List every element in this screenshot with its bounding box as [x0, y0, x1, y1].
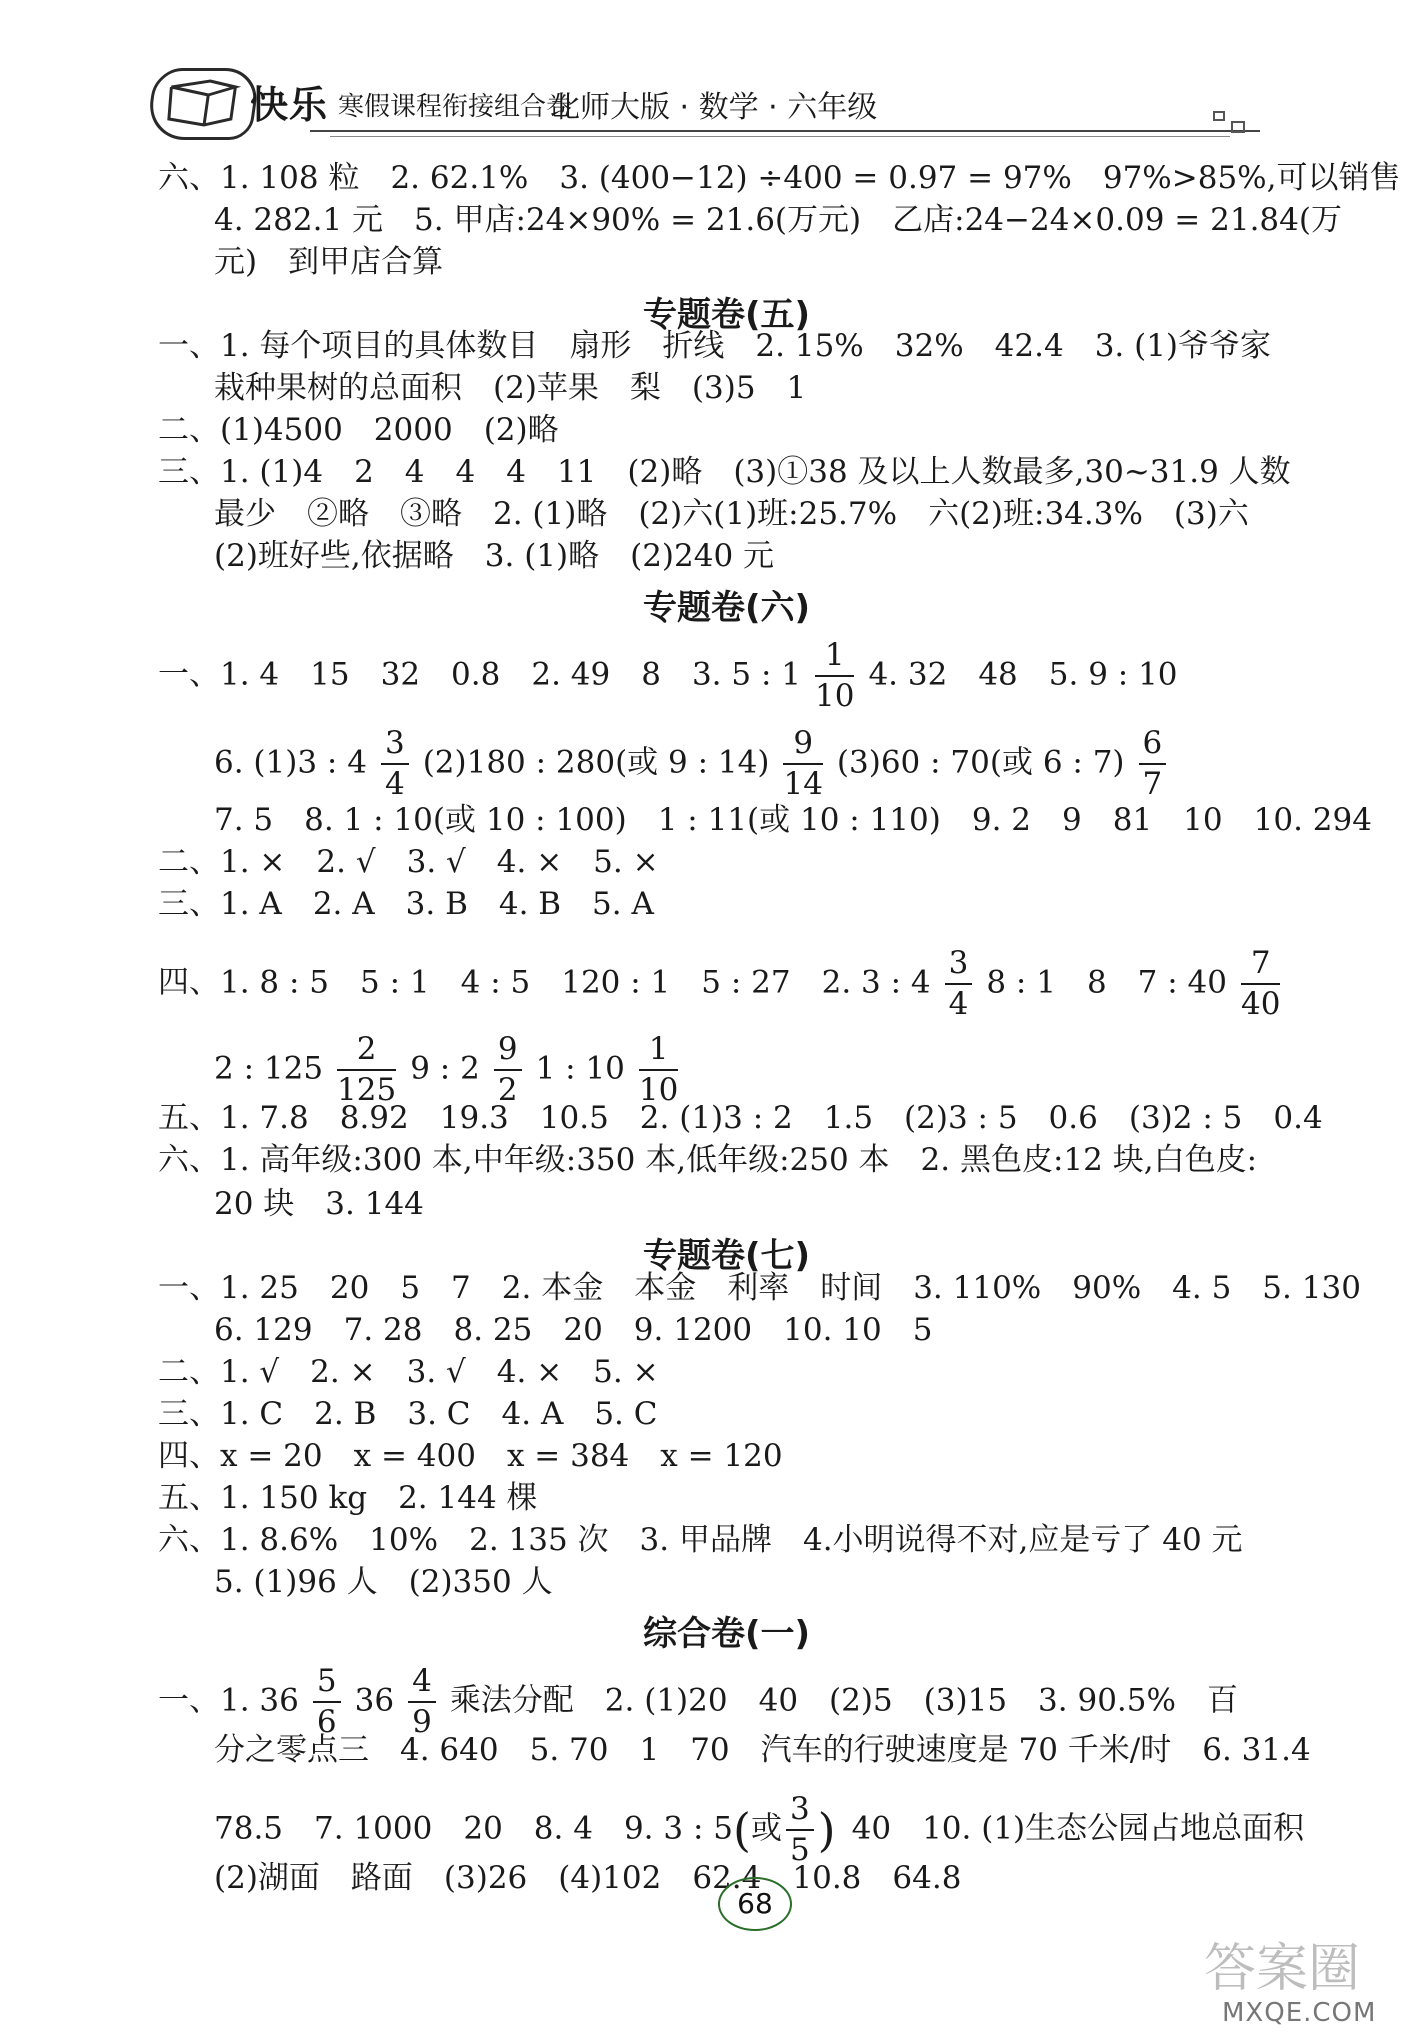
denominator: 4 — [948, 986, 969, 1022]
header-divider — [310, 130, 1260, 132]
brand-title: 快乐 — [250, 83, 329, 127]
series-title: 寒假课程衔接组合卷 — [338, 92, 573, 122]
answer-line: 五、1. 150 kg 2. 144 棵 — [158, 1480, 538, 1516]
answer-line: 元) 到甲店合算 — [214, 244, 444, 280]
paren-close: ) — [817, 1803, 836, 1857]
denominator: 14 — [783, 766, 823, 802]
numerator: 9 — [783, 728, 822, 765]
answer-text: 乘法分配 2. (1)20 40 (2)5 (3)15 3. 90.5% 百 — [449, 1682, 1238, 1719]
answer-text: (2)180 : 280(或 9 : 14) — [422, 744, 770, 781]
answer-line: (2)湖面 路面 (3)26 (4)102 62.4 10.8 64.8 — [214, 1860, 962, 1896]
numerator: 3 — [945, 948, 973, 985]
denominator: 2 — [497, 1072, 518, 1108]
answer-line: 6. 129 7. 28 8. 25 20 9. 1200 10. 10 5 — [214, 1312, 933, 1348]
answer-line: 三、1. C 2. B 3. C 4. A 5. C — [158, 1396, 658, 1432]
fraction — [381, 725, 409, 802]
section-title: 专题卷(六) — [643, 588, 811, 628]
answer-text: (3)60 : 70(或 6 : 7) — [836, 744, 1125, 781]
fraction — [1139, 725, 1167, 802]
fraction — [945, 945, 973, 1022]
paren-open: ( — [732, 1803, 751, 1857]
denominator: 4 — [384, 766, 405, 802]
answer-line: 一、1. 每个项目的具体数目 扇形 折线 2. 15% 32% 42.4 3. (1)爷爷家 — [158, 328, 1272, 364]
denominator: 7 — [1142, 766, 1163, 802]
answer-line — [158, 945, 1294, 1022]
answer-line — [158, 1663, 1238, 1740]
book-logo-icon — [145, 68, 261, 140]
fraction — [313, 1663, 341, 1740]
answer-line: 5. (1)96 人 (2)350 人 — [214, 1564, 553, 1600]
answer-text: 78.5 7. 1000 20 8. 4 9. 3 : 5 — [214, 1810, 733, 1847]
answer-line — [214, 1791, 1305, 1868]
edition-label: 北师大版 · 数学 · 六年级 — [550, 90, 878, 125]
answer-line: 六、1. 8.6% 10% 2. 135 次 3. 甲品牌 4.小明说得不对,应是亏了 40 元 — [158, 1522, 1243, 1558]
answer-text: 1 : 10 — [535, 1050, 625, 1087]
ornament-icon — [1210, 108, 1250, 138]
denominator: 125 — [337, 1072, 397, 1108]
denominator: 5 — [789, 1832, 810, 1868]
fraction — [1241, 945, 1281, 1022]
answer-text: 8 : 1 8 7 : 40 — [986, 964, 1228, 1001]
answer-line: 分之零点三 4. 640 5. 70 1 70 汽车的行驶速度是 70 千米/时 6. 31.4 — [214, 1732, 1311, 1768]
denominator: 10 — [638, 1072, 679, 1108]
watermark-url: MXQE.COM — [1222, 1998, 1377, 2028]
answer-line: 三、1. A 2. A 3. B 4. B 5. A — [158, 886, 654, 922]
answer-line: 二、1. √ 2. × 3. √ 4. × 5. × — [158, 1354, 659, 1390]
page-header — [150, 62, 1280, 142]
answer-line: 最少 ②略 ③略 2. (1)略 (2)六(1)班:25.7% 六(2)班:34.3% (3)六 — [214, 496, 1249, 532]
numerator: 4 — [408, 1666, 436, 1703]
fraction — [337, 1031, 397, 1108]
fraction — [494, 1031, 522, 1108]
answer-text: 36 — [354, 1682, 395, 1719]
numerator: 3 — [381, 728, 409, 765]
numerator: 7 — [1241, 948, 1280, 985]
answer-text: 4. 32 48 5. 9 : 10 — [868, 656, 1178, 693]
answer-text: 或 — [750, 1810, 782, 1847]
answer-line: 三、1. (1)4 2 4 4 4 11 (2)略 (3)①38 及以上人数最多,30~31.9 人数 — [158, 454, 1291, 490]
answer-line: 栽种果树的总面积 (2)苹果 梨 (3)5 1 — [214, 370, 807, 406]
denominator: 9 — [412, 1704, 432, 1740]
section-title: 综合卷(一) — [643, 1614, 811, 1654]
answer-text: 6. (1)3 : 4 — [214, 744, 367, 781]
fraction — [408, 1663, 436, 1740]
answer-text: 一、1. 36 — [158, 1682, 299, 1719]
answer-line: 六、1. 高年级:300 本,中年级:350 本,低年级:250 本 2. 黑色皮:12 块,白色皮: — [158, 1142, 1258, 1178]
denominator: 40 — [1241, 986, 1281, 1022]
fraction — [786, 1791, 814, 1868]
denominator: 6 — [316, 1704, 337, 1740]
answer-line: 二、1. × 2. √ 3. √ 4. × 5. × — [158, 844, 659, 880]
answer-line: 五、1. 7.8 8.92 19.3 10.5 2. (1)3 : 2 1.5 (2)3 : 5 0.6 (3)2 : 5 0.4 — [158, 1100, 1323, 1136]
answer-line: (2)班好些,依据略 3. (1)略 (2)240 元 — [214, 538, 775, 574]
numerator: 6 — [1139, 728, 1167, 765]
watermark-text: 答案圈 — [1204, 1939, 1361, 1999]
denominator: 10 — [814, 678, 855, 714]
numerator: 3 — [786, 1794, 814, 1831]
page-number: 68 — [718, 1877, 792, 1931]
numerator: 1 — [815, 640, 854, 677]
answer-text: 一、1. 4 15 32 0.8 2. 49 8 3. 5 : 1 — [158, 656, 801, 693]
answer-line — [214, 725, 1180, 802]
answer-text: 2 : 125 — [214, 1050, 324, 1087]
answer-line: 7. 5 8. 1 : 10(或 10 : 100) 1 : 11(或 10 : 110) 9. 2 9 81 10 10. 294 — [214, 802, 1372, 838]
answer-line: 4. 282.1 元 5. 甲店:24×90% = 21.6(万元) 乙店:24−24×0.09 = 21.84(万 — [214, 202, 1342, 238]
answer-text: 四、1. 8 : 5 5 : 1 4 : 5 120 : 1 5 : 27 2. 3 : 4 — [158, 964, 931, 1001]
answer-text: 40 10. (1)生态公园占地总面积 — [851, 1810, 1305, 1847]
numerator: 9 — [494, 1034, 522, 1071]
answer-line: 四、x = 20 x = 400 x = 384 x = 120 — [158, 1438, 783, 1474]
answer-line: 20 块 3. 144 — [214, 1186, 424, 1222]
header-divider-thin — [330, 136, 1230, 137]
numerator: 5 — [313, 1666, 341, 1703]
fraction — [638, 1031, 679, 1108]
answer-line: 一、1. 25 20 5 7 2. 本金 本金 利率 时间 3. 110% 90% 4. 5 5. 130 — [158, 1270, 1361, 1306]
answer-line: 二、(1)4500 2000 (2)略 — [158, 412, 559, 448]
fraction — [783, 725, 823, 802]
answer-text: 9 : 2 — [410, 1050, 480, 1087]
numerator: 2 — [337, 1034, 396, 1071]
answer-line — [158, 637, 1178, 714]
section-title: 专题卷(七) — [643, 1236, 811, 1276]
numerator: 1 — [639, 1034, 678, 1071]
fraction — [814, 637, 855, 714]
section-title: 专题卷(五) — [643, 295, 811, 335]
answer-line: 六、1. 108 粒 2. 62.1% 3. (400−12) ÷400 = 0.97 = 97% 97%>85%,可以销售 — [158, 160, 1401, 196]
answer-line — [214, 1031, 692, 1108]
